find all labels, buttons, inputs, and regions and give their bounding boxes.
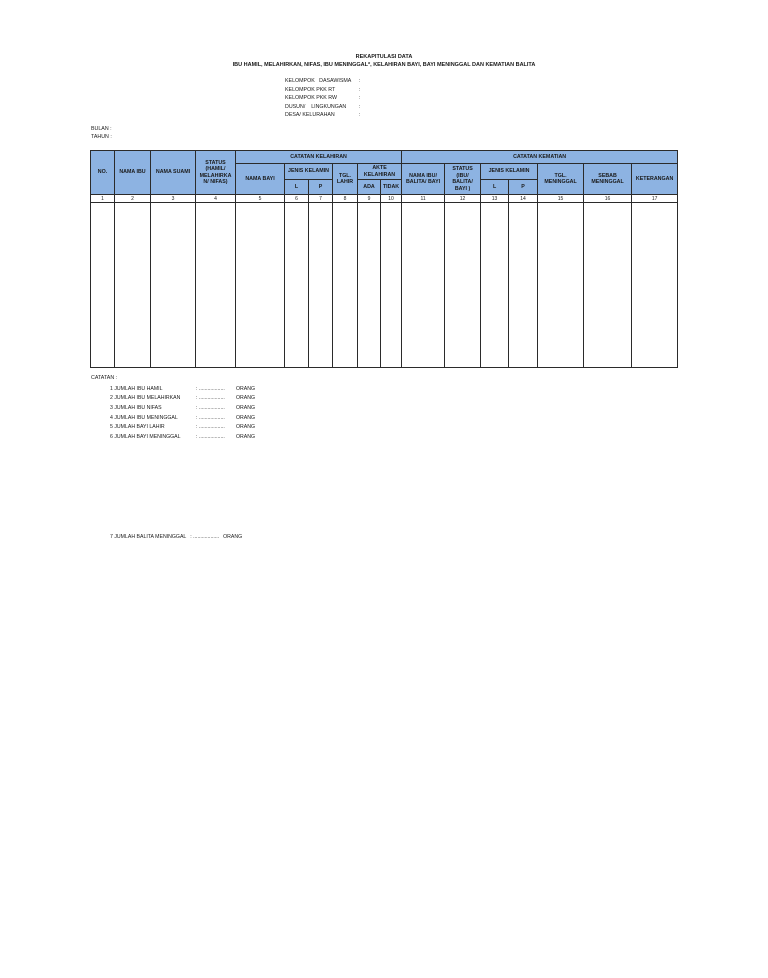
catatan-item-7 [110,534,242,540]
column-number: 13 [481,195,509,203]
table-cell [509,203,538,368]
header-p: P [309,180,333,195]
list-item [110,432,255,442]
kelompok-row-dusun [285,103,360,112]
column-number: 15 [538,195,584,203]
kelompok-sep: : [359,103,361,110]
catatan-unit: ORANG [236,385,256,392]
header-jenis-kelamin-kematian: JENIS KELAMIN [481,164,538,180]
table-cell [445,203,481,368]
column-number-row [91,195,678,203]
header-no: NO. [91,151,115,195]
column-number: 3 [151,195,196,203]
header-status-kematian: STATUS (IBU/ BALITA/ BAYI ) [445,164,481,195]
header-tgl-lahir: TGL. LAHIR [333,164,358,195]
header-nama-ibu: NAMA IBU [115,151,151,195]
table-body-row [91,203,678,368]
catatan-unit: ORANG [223,534,243,540]
kelompok-sep: : [359,95,361,101]
header-nama-suami: NAMA SUAMI [151,151,196,195]
table-cell [115,203,151,368]
header-tidak: TIDAK [381,180,402,195]
kelompok-label: DUSUN/ LINGKUNGAN [285,103,347,110]
kelompok-info [285,77,360,120]
header-l-kematian: L [481,180,509,195]
catatan-dots: : .................. [196,424,225,431]
header-sebab-meninggal: SEBAB MENINGGAL [584,164,632,195]
kelompok-label: KELOMPOK PKK RT [285,86,336,93]
column-number: 1 [91,195,115,203]
header-p-kematian: P [509,180,538,195]
document-subtitle: IBU HAMIL, MELAHIRKAN, NIFAS, IBU MENINGGAL*, KELAHIRAN BAYI, BAYI MENINGGAL DAN KEMATIAN BALITA [232,62,536,68]
kelompok-sep: : [359,86,361,93]
kelompok-row-rt [285,86,360,95]
catatan-dots: : .................. [196,404,225,411]
catatan-dots: : .................. [196,395,225,402]
column-number: 7 [309,195,333,203]
header-nama-bayi: NAMA BAYI [236,164,285,195]
header-catatan-kematian: CATATAN KEMATIAN [402,151,678,164]
header-keterangan: KETERANGAN [632,164,678,195]
document-title: REKAPITULASI DATA [355,54,413,60]
column-number: 10 [381,195,402,203]
column-number: 17 [632,195,678,203]
table-cell [333,203,358,368]
table-cell [285,203,309,368]
table-cell [381,203,402,368]
kelompok-label: DESA/ KELURAHAN [285,112,335,118]
column-number: 16 [584,195,632,203]
table-cell [538,203,584,368]
column-number: 4 [196,195,236,203]
catatan-unit: ORANG [236,424,256,431]
list-item [110,403,255,413]
catatan-dots: : .................. [196,385,225,392]
kelompok-row-rw [285,94,360,103]
table-cell [358,203,381,368]
kelompok-label: KELOMPOK DASAWISMA [285,78,352,84]
header-tgl-meninggal: TGL. MENINGGAL [538,164,584,195]
catatan-title: CATATAN : [91,375,118,381]
header-status: STATUS (HAMIL/ MELAHIRKA N/ NIFAS) [196,151,236,195]
catatan-unit: ORANG [236,395,256,402]
table-cell [584,203,632,368]
bulan-label: BULAN : [91,126,112,132]
kelompok-sep: : [359,78,361,84]
catatan-dots: : .................. [190,534,220,540]
column-number: 6 [285,195,309,203]
column-number: 8 [333,195,358,203]
catatan-item-label: 1 JUMLAH IBU HAMIL [110,385,163,392]
list-item [110,413,255,423]
header-nama-ibu-balita-bayi: NAMA IBU/ BALITA/ BAYI [402,164,445,195]
column-number: 11 [402,195,445,203]
header-akte-kelahiran: AKTE KELAHIRAN [358,164,402,180]
table-cell [196,203,236,368]
table-cell [91,203,115,368]
header-ada: ADA [358,180,381,195]
kelompok-row-dasawisma [285,77,360,86]
tahun-label: TAHUN : [91,134,112,140]
catatan-dots: : .................. [196,414,225,421]
list-item [110,394,255,404]
catatan-dots: : .................. [196,433,225,440]
table-cell [309,203,333,368]
catatan-item-label: 5 JUMLAH BAYI LAHIR [110,424,165,431]
catatan-item-label: 6 JUMLAH BAYI MENINGGAL [110,433,181,440]
kelompok-sep: : [359,112,361,118]
column-number: 5 [236,195,285,203]
header-catatan-kelahiran: CATATAN KELAHIRAN [236,151,402,164]
header-jenis-kelamin: JENIS KELAMIN [285,164,333,180]
catatan-list [110,384,255,442]
rekap-table [90,150,678,368]
table-cell [632,203,678,368]
list-item [110,422,255,432]
column-number: 12 [445,195,481,203]
table-cell [402,203,445,368]
catatan-item-label: 7 JUMLAH BALITA MENINGGAL [110,534,187,540]
catatan-item-label: 2 JUMLAH IBU MELAHIRKAN [110,395,181,402]
column-number: 2 [115,195,151,203]
table-cell [236,203,285,368]
catatan-unit: ORANG [236,404,256,411]
kelompok-row-desa [285,111,360,120]
catatan-item-label: 4 JUMLAH IBU MENINGGAL [110,414,178,421]
kelompok-label: KELOMPOK PKK RW [285,95,338,101]
header-l: L [285,180,309,195]
catatan-unit: ORANG [236,433,256,440]
list-item [110,384,255,394]
catatan-unit: ORANG [236,414,256,421]
column-number: 9 [358,195,381,203]
table-cell [151,203,196,368]
catatan-item-label: 3 JUMLAH IBU NIFAS [110,404,162,411]
table-cell [481,203,509,368]
column-number: 14 [509,195,538,203]
